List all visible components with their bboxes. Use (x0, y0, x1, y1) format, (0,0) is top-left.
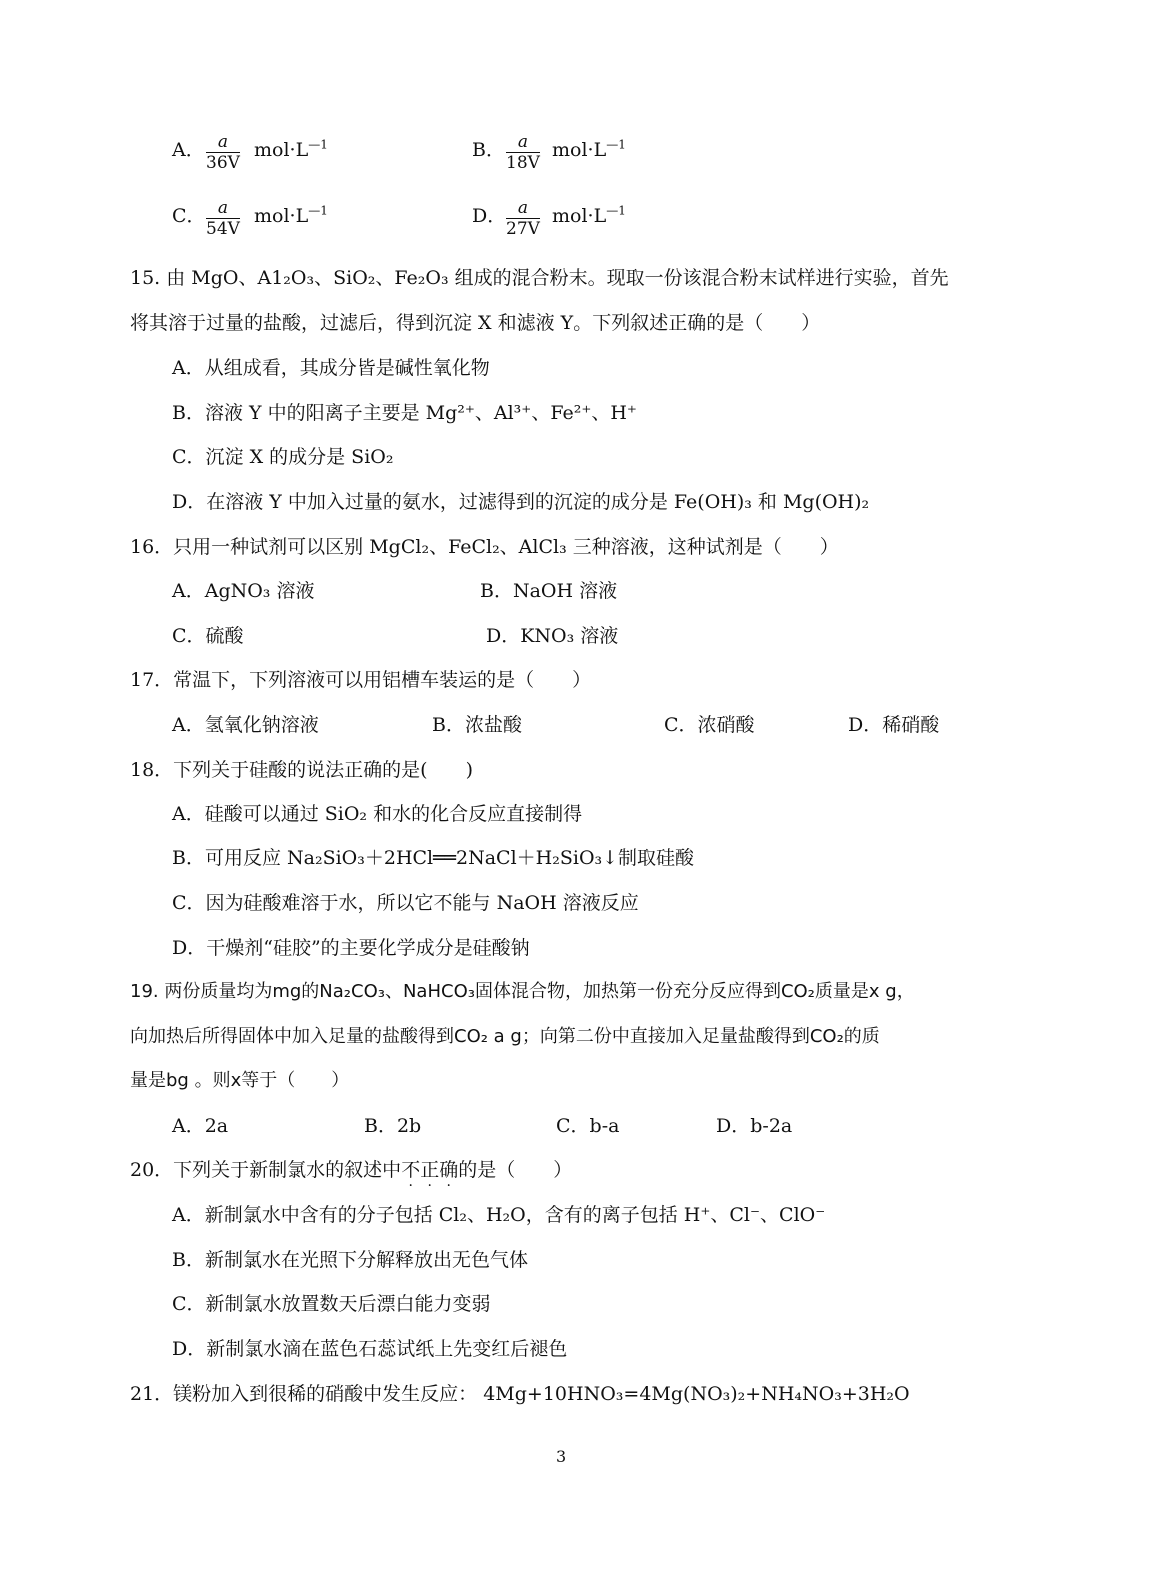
fraction (206, 198, 240, 239)
question-stem: 16．只用一种试剂可以区别 MgCl₂、FeCl₂、AlCl₃ 三种溶液，这种试剂是（ ） (130, 536, 839, 558)
question-stem: 将其溶于过量的盐酸，过滤后，得到沉淀 X 和滤液 Y。下列叙述正确的是（ ） (130, 312, 821, 334)
unit: $mol\cdot L^{—1}$ (552, 203, 626, 227)
option-d: D．稀硝酸 (848, 714, 940, 736)
option-label: B． (472, 139, 505, 161)
option-b: B．溶液 Y 中的阳离子主要是 Mg²⁺、Al³⁺、Fe²⁺、H⁺ (172, 402, 637, 424)
option-d: D．b-2a (716, 1115, 793, 1137)
option-a: A．2a (172, 1115, 229, 1137)
fraction (206, 132, 240, 173)
stem-text: 的是（ ） (458, 1159, 573, 1181)
option-a: A．新制氯水中含有的分子包括 Cl₂、H₂O，含有的离子包括 H⁺、Cl⁻、ClO⁻ (172, 1204, 826, 1226)
option-b: B．2b (364, 1115, 422, 1137)
option-d: D．干燥剂“硅胶”的主要化学成分是硅酸钠 (172, 937, 530, 959)
question-stem: 19. 两份质量均为mg的Na₂CO₃、NaHCO₃固体混合物，加热第一份充分反应得到CO₂质量是x g， (130, 981, 915, 1002)
denominator: 36V (206, 153, 240, 173)
option-a: A．硅酸可以通过 SiO₂ 和水的化合反应直接制得 (172, 803, 583, 825)
option-c: C．b-a (556, 1115, 620, 1137)
question-stem: 21．镁粉加入到很稀的硝酸中发生反应： 4Mg+10HNO₃=4Mg(NO₃)₂+NH₄NO₃+3H₂O (130, 1383, 910, 1405)
stem-text: 20．下列关于新制氯水的叙述中 (130, 1159, 402, 1181)
option-d: D．新制氯水滴在蓝色石蕊试纸上先变红后褪色 (172, 1338, 568, 1360)
option-c: C．硫酸 (172, 625, 244, 647)
option-c: C．沉淀 X 的成分是 SiO₂ (172, 446, 394, 468)
question-stem: 向加热后所得固体中加入足量的盐酸得到CO₂ a g；向第二份中直接加入足量盐酸得到CO₂的质 (130, 1026, 880, 1047)
numerator: a (506, 132, 540, 153)
option-label: A． (172, 139, 205, 161)
question-stem: 17．常温下，下列溶液可以用铝槽车装运的是（ ） (130, 669, 592, 691)
denominator: 18V (506, 153, 540, 173)
numerator: a (506, 198, 540, 219)
unit: $mol\cdot L^{—1}$ (552, 137, 626, 161)
option-b: B．新制氯水在光照下分解释放出无色气体 (172, 1249, 528, 1271)
option-label: D． (472, 205, 507, 227)
option-a: A．AgNO₃ 溶液 (172, 580, 315, 602)
option-b: B．浓盐酸 (432, 714, 522, 736)
unit: $mol\cdot L^{—1}$ (254, 203, 328, 227)
question-stem: 18．下列关于硅酸的说法正确的是( ) (130, 759, 474, 781)
page-number: 3 (556, 1447, 567, 1466)
question-stem: 15. 由 MgO、A1₂O₃、SiO₂、Fe₂O₃ 组成的混合粉末。现取一份该混合粉末试样进行实验，首先 (130, 267, 949, 289)
denominator: 54V (206, 219, 240, 239)
option-b: B．可用反应 Na₂SiO₃＋2HCl══2NaCl＋H₂SiO₃↓制取硅酸 (172, 847, 695, 869)
option-c: C．浓硝酸 (664, 714, 755, 736)
option-d: D．KNO₃ 溶液 (486, 625, 619, 647)
numerator: a (206, 198, 240, 219)
question-stem: 量是bg 。则x等于（ ） (130, 1070, 350, 1091)
option-a: A．从组成看，其成分皆是碱性氧化物 (172, 357, 490, 379)
emphasis-dots: · · · (408, 1178, 451, 1194)
unit: $mol\cdot L^{—1}$ (254, 137, 328, 161)
option-c: C．因为硅酸难溶于水，所以它不能与 NaOH 溶液反应 (172, 892, 639, 914)
question-stem (130, 1158, 573, 1194)
fraction (506, 198, 540, 239)
fraction (506, 132, 540, 173)
denominator: 27V (506, 219, 540, 239)
option-label: C． (172, 205, 206, 227)
option-b: B．NaOH 溶液 (480, 580, 618, 602)
emphasized-text: 不正确 · · · (401, 1159, 459, 1194)
numerator: a (206, 132, 240, 153)
option-a: A．氢氧化钠溶液 (172, 714, 319, 736)
option-c: C．新制氯水放置数天后漂白能力变弱 (172, 1293, 491, 1315)
option-d: D．在溶液 Y 中加入过量的氨水，过滤得到的沉淀的成分是 Fe(OH)₃ 和 Mg(OH)₂ (172, 491, 870, 513)
